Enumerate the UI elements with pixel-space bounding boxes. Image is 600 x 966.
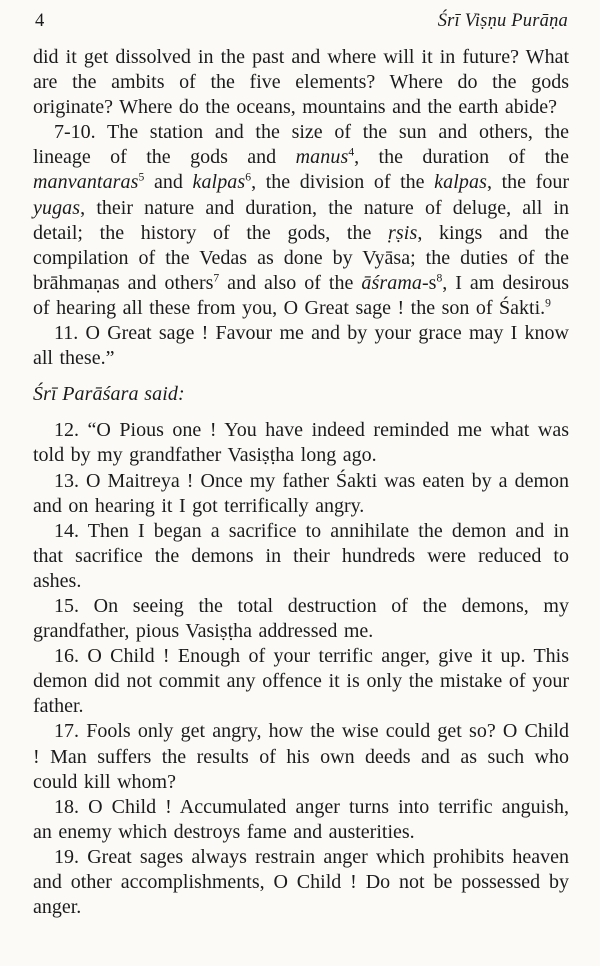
- text-paragraph: [33, 845, 569, 920]
- text-run: 14. Then I began a sacrifice to annihilate the demon and in that sacrifice the demons in their hundreds were reduced to ashes.: [33, 519, 569, 592]
- book-title: Śrī Viṣṇu Purāṇa: [437, 11, 568, 31]
- text-run: , the duration of the: [354, 146, 569, 169]
- text-run: 12. “O Pious one ! You have indeed reminded me what was told by my grandfather Vasiṣṭha long ago.: [33, 419, 569, 467]
- text-run: ṛṣis: [388, 221, 418, 244]
- running-header: [0, 0, 600, 32]
- speaker-attribution: [33, 382, 569, 407]
- text-run: 16. O Child ! Enough of your terrific anger, give it up. This demon did not commit any offence it is only the mistake of your father.: [33, 645, 569, 718]
- footnote-ref: 9: [545, 296, 551, 310]
- text-run: yugas: [33, 196, 81, 219]
- footnote-ref: 8: [436, 271, 443, 285]
- text-run: did it get dissolved in the past and where will it in future? What are the ambits of the five elements? Where do the gods originate? Where do the oceans, mountains and the earth abide?: [33, 46, 569, 119]
- footnote-ref: 5: [138, 170, 145, 184]
- text-paragraph: [33, 45, 569, 120]
- text-run: 15. On seeing the total destruction of the demons, my grandfather, pious Vasiṣṭha addressed me.: [33, 594, 569, 643]
- text-run: kalpas: [434, 171, 487, 194]
- text-run: 11. O Great sage ! Favour me and by your grace may I know all these.”: [33, 322, 569, 370]
- text-run: manus: [295, 146, 349, 169]
- text-paragraph: [33, 321, 569, 371]
- text-run: kalpas: [192, 171, 246, 194]
- text-run: āśrama: [361, 271, 422, 294]
- text-run: , I am desirous of hearing all these from you, O Great sage ! the son of Śakti.: [33, 271, 569, 319]
- page-body: [0, 32, 600, 920]
- text-paragraph: [33, 120, 569, 321]
- text-run: -s: [422, 271, 437, 294]
- text-run: , the four: [487, 171, 569, 194]
- text-run: , their nature and duration, the nature of deluge, all in detail; the history of the gods, the: [33, 196, 569, 244]
- text-run: 7-10. The station and the size of the sun and others, the lineage of the gods and: [33, 121, 569, 169]
- text-run: manvantaras: [33, 171, 139, 194]
- footnote-ref: 4: [348, 145, 355, 159]
- text-run: 17. Fools only get angry, how the wise could get so? O Child ! Man suffers the results of his own deeds and as such who could kill whom?: [33, 720, 569, 793]
- text-paragraph: [33, 644, 569, 719]
- text-paragraph: [33, 719, 569, 794]
- text-paragraph: [33, 594, 569, 644]
- text-run: and also of the: [219, 271, 362, 294]
- text-run: Śrī Parāśara said:: [33, 383, 185, 406]
- text-paragraph: [33, 795, 569, 845]
- text-run: 18. O Child ! Accumulated anger turns into terrific anguish, an enemy which destroys fame and austerities.: [33, 795, 569, 843]
- text-paragraph: [33, 519, 569, 594]
- page-number: 4: [35, 11, 45, 31]
- text-run: , kings and the compilation of the Vedas as done by Vyāsa; the duties of the brāhmaṇas and others: [33, 221, 570, 294]
- text-run: and: [144, 171, 193, 194]
- text-run: , the division of the: [251, 171, 435, 194]
- text-run: 19. Great sages always restrain anger which prohibits heaven and other accomplishments, O Child ! Do not be possessed by anger.: [33, 845, 569, 919]
- footnote-ref: 6: [245, 170, 252, 184]
- footnote-ref: 7: [213, 271, 220, 285]
- text-run: 13. O Maitreya ! Once my father Śakti was eaten by a demon and on hearing it I got terrifically angry.: [33, 469, 569, 517]
- text-paragraph: [33, 469, 569, 519]
- text-paragraph: [33, 418, 569, 468]
